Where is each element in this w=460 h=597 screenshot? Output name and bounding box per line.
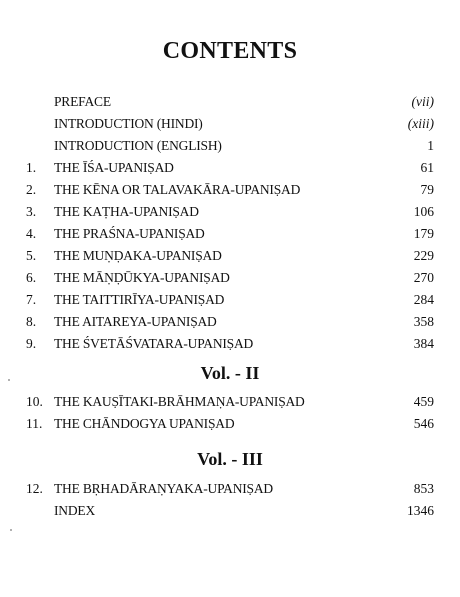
toc-entry xyxy=(0,479,460,499)
toc-entry-page: 546 xyxy=(413,416,434,431)
toc-entry xyxy=(0,180,460,200)
toc-entry-number: 9. xyxy=(26,336,37,351)
toc-entry-label: THE KAṬHA-UPANIṢAD xyxy=(54,204,199,219)
toc-entry xyxy=(0,114,460,134)
toc-entry-label: THE PRAŚNA-UPANIṢAD xyxy=(54,226,205,241)
toc-entry-label: INTRODUCTION (ENGLISH) xyxy=(54,138,222,153)
toc-entry-page: (xiii) xyxy=(407,116,434,131)
toc-entry xyxy=(0,158,460,178)
toc-entry-number: 1. xyxy=(26,160,37,175)
toc-entry xyxy=(0,224,460,244)
toc-entry-number: 10. xyxy=(26,394,43,409)
toc-entry-label: THE TAITTIRĪYA-UPANIṢAD xyxy=(54,292,225,307)
toc-entry-number: 4. xyxy=(26,226,37,241)
toc-entry xyxy=(0,334,460,354)
toc-entry-page: 106 xyxy=(413,204,434,219)
volume-heading: Vol. - II xyxy=(200,363,260,383)
toc-entry xyxy=(0,392,460,412)
toc-entry xyxy=(0,312,460,332)
toc-entry-label: PREFACE xyxy=(54,94,111,109)
toc-entry-page: 1 xyxy=(427,138,434,153)
toc-entry-page: 1346 xyxy=(407,503,434,518)
toc-entry-number: 3. xyxy=(26,204,37,219)
toc-entry-page: 229 xyxy=(413,248,434,263)
toc-entry-number: 11. xyxy=(26,416,43,431)
toc-entry-page: 459 xyxy=(413,394,434,409)
toc-entry xyxy=(0,414,460,434)
toc-entry-number: 8. xyxy=(26,314,37,329)
toc-entry-label: INDEX xyxy=(54,503,95,518)
toc-entry-page: 384 xyxy=(413,336,434,351)
toc-entry-page: 358 xyxy=(413,314,434,329)
toc-entry-label: THE KAUṢĪTAKI-BRĀHMAṆA-UPANIṢAD xyxy=(54,394,305,409)
toc-entry-label: INTRODUCTION (HINDI) xyxy=(54,116,203,131)
toc-entry-page: 284 xyxy=(413,292,434,307)
toc-entry-label: THE CHĀNDOGYA UPANIṢAD xyxy=(54,416,235,431)
toc-entry-label: THE ŚVETĀŚVATARA-UPANIṢAD xyxy=(54,336,254,351)
toc-entry-number: 2. xyxy=(26,182,37,197)
toc-entry-number: 7. xyxy=(26,292,37,307)
toc-entry-number: 6. xyxy=(26,270,37,285)
toc-entry xyxy=(0,92,460,112)
toc-entry-label: THE KĒNA OR TALAVAKĀRA-UPANIṢAD xyxy=(54,182,301,197)
toc-entry-label: THE BṚHADĀRAṆYAKA-UPANIṢAD xyxy=(54,481,273,496)
toc-entry-page: 179 xyxy=(413,226,434,241)
toc-entry-label: THE MUṆḌAKA-UPANIṢAD xyxy=(54,248,222,263)
page-title: CONTENTS xyxy=(162,38,298,64)
toc-entry-page: (vii) xyxy=(411,94,434,109)
toc-entry xyxy=(0,268,460,288)
toc-entry-page: 79 xyxy=(420,182,434,197)
toc-entry-number: 5. xyxy=(26,248,37,263)
toc-entry xyxy=(0,202,460,222)
scan-speck xyxy=(10,529,12,531)
toc-entry-page: 270 xyxy=(413,270,434,285)
toc-entry-page: 61 xyxy=(420,160,434,175)
volume-heading: Vol. - III xyxy=(197,449,263,469)
toc-entry-label: THE MĀṆḌŪKYA-UPANIṢAD xyxy=(54,270,230,285)
toc-entry xyxy=(0,290,460,310)
toc-entry xyxy=(0,246,460,266)
toc-entry xyxy=(0,136,460,156)
toc-entry xyxy=(0,501,460,521)
toc-entry-label: THE ĪŚA-UPANIṢAD xyxy=(54,160,174,175)
toc-entry-label: THE AITAREYA-UPANIṢAD xyxy=(54,314,217,329)
scan-speck xyxy=(8,379,10,381)
toc-entry-number: 12. xyxy=(26,481,43,496)
toc-entry-page: 853 xyxy=(413,481,434,496)
